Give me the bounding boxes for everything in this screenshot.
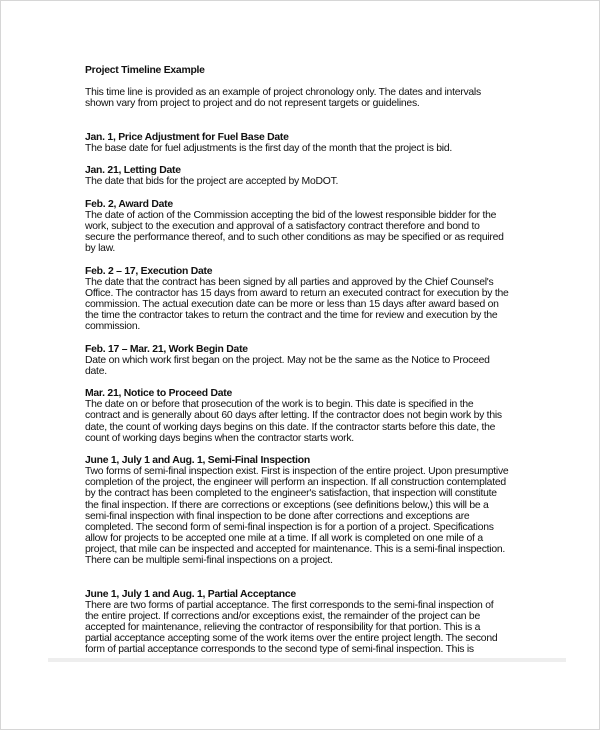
section-body-line: completed. The second form of semi-final inspection is for a portion of a project. Specifications (85, 521, 494, 533)
timeline-section (85, 266, 525, 333)
section-body-line: date, the count of working days begins on this date. If the contractor starts before this date, the (85, 421, 496, 433)
timeline-section (85, 344, 525, 377)
section-body-line: partial acceptance accepting some of the work items over the entire project length. The second (85, 633, 498, 645)
section-body-line: semi-final inspection with final inspection to be done after corrections and exceptions are (85, 510, 470, 522)
section-heading: Mar. 21, Notice to Proceed Date (85, 388, 233, 400)
section-heading: June 1, July 1 and Aug. 1, Partial Acceptance (85, 588, 296, 600)
section-body-line: the entire project. If corrections and/or exceptions exist, the remainder of the project can be (85, 610, 480, 622)
section-body-line: Date on which work first began on the project. May not be the same as the Notice to Proceed (85, 354, 490, 366)
timeline-section (85, 388, 525, 444)
section-body-line: The date that bids for the project are accepted by MoDOT. (85, 176, 339, 188)
timeline-section (85, 165, 525, 187)
section-body-line: by law. (85, 243, 116, 255)
document-page (85, 65, 525, 657)
section-body-line: allow for projects to be accepted one mile at a time. If all work is completed on one mile of a (85, 532, 483, 544)
timeline-section (85, 199, 525, 255)
section-body-line: secure the performance thereof, and to such other conditions as may be specified or as required (85, 232, 504, 244)
document-title: Project Timeline Example (85, 65, 205, 76)
section-heading: Jan. 1, Price Adjustment for Fuel Base Date (85, 131, 289, 143)
section-body-line: The date that the contract has been signed by all parties and approved by the Chief Counsel's (85, 276, 494, 288)
section-heading: June 1, July 1 and Aug. 1, Semi-Final Inspection (85, 454, 310, 466)
section-heading: Feb. 17 – Mar. 21, Work Begin Date (85, 343, 248, 355)
section-body-line: completion of the project, the engineer will perform an inspection. If all construction contemplated (85, 477, 506, 489)
section-body-line: form of partial acceptance corresponds to the second type of semi-final inspection. This is (85, 644, 474, 656)
section-body-line: The date on or before that prosecution of the work is to begin. This date is specified in the (85, 399, 474, 411)
section-body-line: contract and is generally about 60 days after letting. If the contractor does not begin work by this (85, 410, 502, 422)
section-body-line: the time the contractor takes to return the contract and the time for review and execution by the (85, 310, 498, 322)
section-body-line: There can be multiple semi-final inspections on a project. (85, 555, 333, 567)
section-heading: Jan. 21, Letting Date (85, 165, 181, 177)
section-body-line: by the contract has been completed to the engineer's satisfaction, that inspection will constitute (85, 488, 497, 500)
intro-line: shown vary from project to project and do not represent targets or guidelines. (85, 98, 420, 110)
section-body-line: project, that mile can be inspected and accepted for maintenance. This is a semi-final inspection. (85, 544, 506, 556)
timeline-section (85, 132, 525, 154)
section-body-line: work, subject to the execution and approval of a satisfactory contract therefore and bond to (85, 220, 480, 232)
timeline-section (85, 455, 525, 566)
intro-paragraph (85, 87, 525, 109)
section-body-line: commission. (85, 321, 140, 333)
section-body-line: The base date for fuel adjustments is the first day of the month that the project is bid. (85, 143, 453, 154)
page-break-bar (48, 658, 566, 662)
section-body-line: accepted for maintenance, relieving the contractor of responsibility for that portion. This is a (85, 622, 481, 634)
section-body-line: There are two forms of partial acceptance. The first corresponds to the semi-final inspection of (85, 599, 494, 611)
intro-line: This time line is provided as an example of project chronology only. The dates and intervals (85, 87, 481, 99)
section-body-line: the final inspection. If there are corrections or exceptions (see definitions below,) this will be a (85, 499, 489, 511)
section-heading: Feb. 2 – 17, Execution Date (85, 265, 213, 277)
section-heading: Feb. 2, Award Date (85, 198, 173, 210)
section-body-line: commission. The actual execution date can be more or less than 15 days after award based on (85, 298, 499, 310)
section-body-line: Two forms of semi-final inspection exist. First is inspection of the entire project. Upon presumptive (85, 466, 509, 478)
section-body-line: Office. The contractor has 15 days from award to return an executed contract for execution by the (85, 287, 509, 299)
section-body-line: date. (85, 365, 107, 377)
section-body-line: count of working days begins when the contractor starts work. (85, 432, 354, 444)
section-body-line: The date of action of the Commission accepting the bid of the lowest responsible bidder for the (85, 209, 497, 221)
timeline-section (85, 589, 525, 656)
sections (85, 132, 525, 656)
